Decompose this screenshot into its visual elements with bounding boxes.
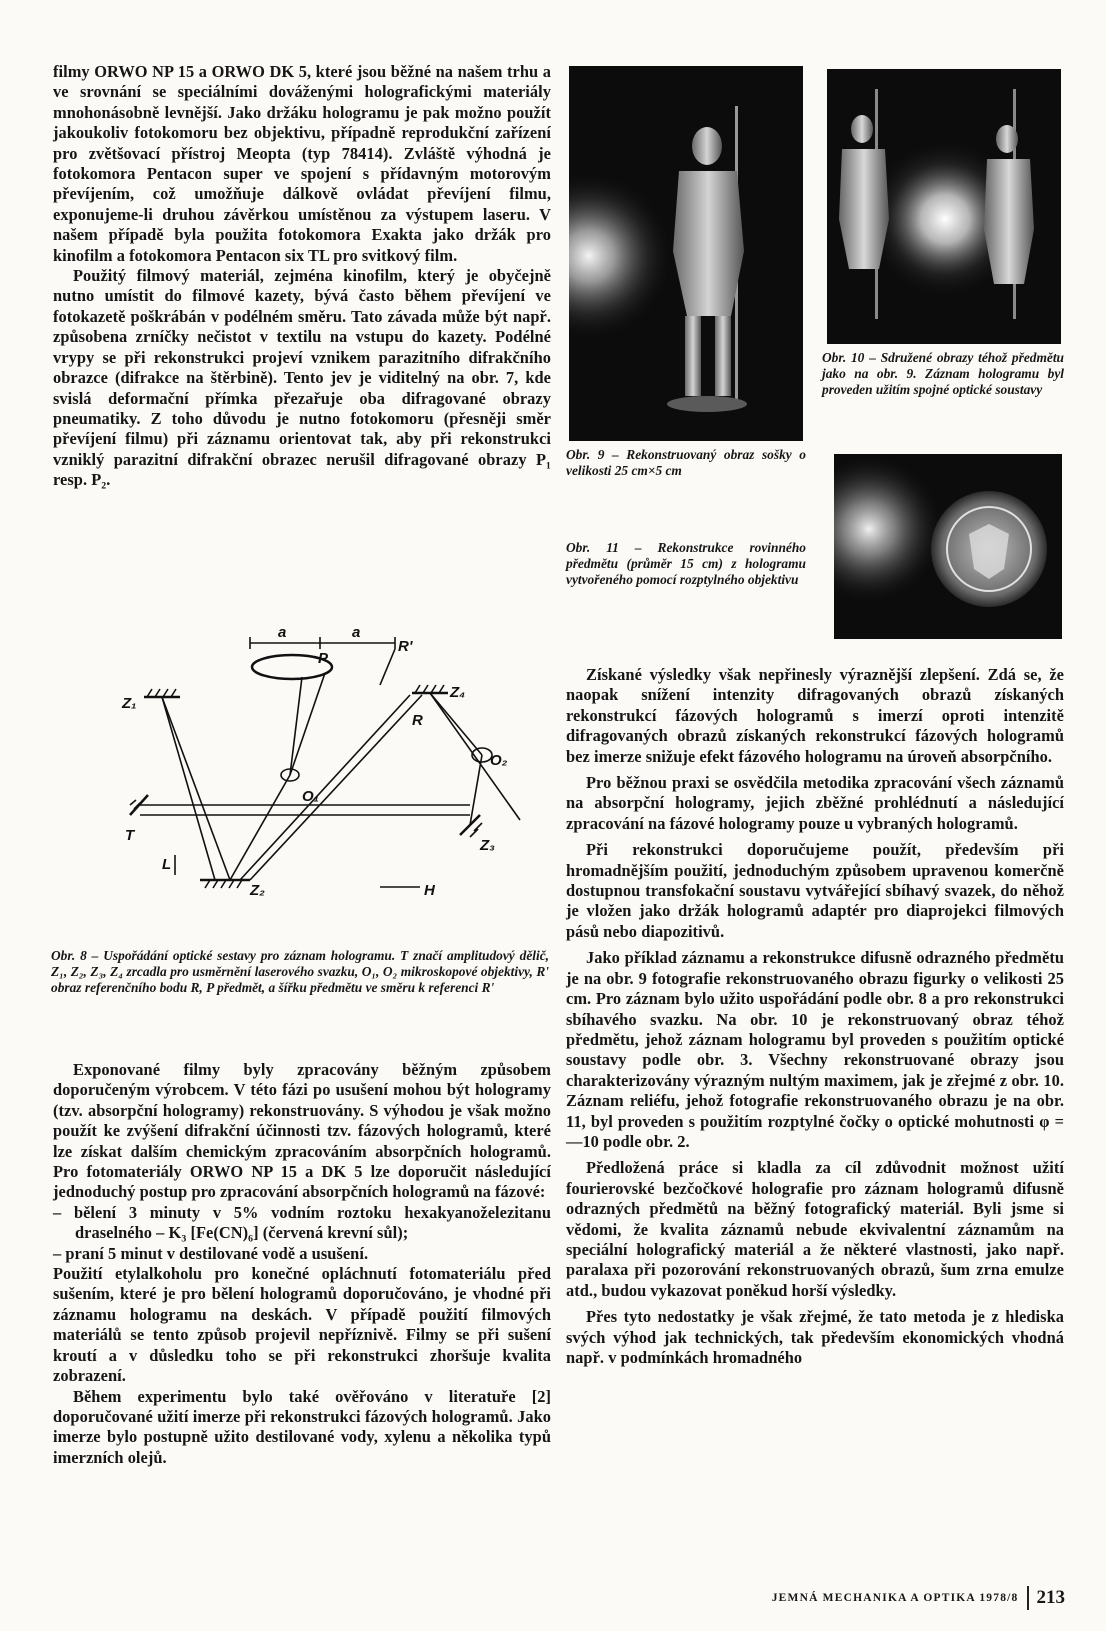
- list-item: – praní 5 minut v destilované vodě a usušení.: [53, 1243, 369, 1263]
- paragraph: Předložená práce si kladla za cíl zdůvodnit možnost užití fourierovské bezčočkové holografie pro záznam hologramů difusně odrazných předmětů na běžný fotografický materiál. Byli jsme si vědomi, že kvalita záznamů nebude ekvivalentní záznamům na speciální holografický materiál a že některé vlastnosti, jako např. paralaxa při pozorování rekonstruovaných obrazů, šum zrna emulze atd., budou vykazovat poněkud horší výsledky.: [566, 1158, 1064, 1300]
- right-column: [566, 665, 1064, 1368]
- list-item: – bělení 3 minuty v 5% vodním roztoku hexakyanoželezitanu draselného – K₃ [Fe(CN)₆] (červená krevní sůl);: [53, 1202, 551, 1243]
- label-r-prime: R': [398, 638, 413, 655]
- optical-setup-diagram: [50, 625, 550, 945]
- caption-text: Obr. 8 – Uspořádání optické sestavy pro záznam hologramu. T značí amplitudový dělič, Z₁, Z₂, Z₃, Z₄ zrcadla pro usměrnění laserového svazku, O₁, O₂ mikroskopové objektivy, R' obraz referenčního bodu R, P předmět, a šířku předmětu ve směru k referenci R': [51, 948, 549, 996]
- label-a-1: a: [278, 625, 287, 641]
- label-t: T: [125, 827, 135, 844]
- paragraph: Přes tyto nedostatky je však zřejmé, že tato metoda je z hlediska svých výhod jak technických, tak především ekonomických vhodná např. v podmínkách hromadného: [566, 1307, 1064, 1367]
- figure-8-caption: [51, 948, 549, 997]
- statue-reconstruction-image: [569, 66, 803, 441]
- footer-separator: [1027, 1586, 1029, 1610]
- left-column-bottom: [53, 1060, 551, 1468]
- figure-9-caption: [566, 447, 806, 479]
- label-z4: Z₄: [450, 684, 466, 701]
- paragraph: Získané výsledky však nepřinesly výraznější zlepšení. Zdá se, že naopak snížení intenzity difragovaných obrazů získaných rekonstrukcí fázových hologramů s imerzí oproti intenzitě difragovaných obrazů získaných rekonstrukcí fázových hologramů bez imerze snižuje efekt fázového hologramu na úroveň absorpčního.: [566, 665, 1064, 766]
- label-r: R: [412, 712, 423, 729]
- figure-10-photo: [827, 69, 1061, 344]
- planar-relief-reconstruction-image: [834, 454, 1062, 639]
- twin-images-reconstruction-image: [827, 69, 1061, 344]
- page-number: 213: [1036, 1587, 1065, 1608]
- caption-text: Obr. 9 – Rekonstruovaný obraz sošky o velikosti 25 cm×5 cm: [566, 447, 806, 479]
- paragraph: Použití etylalkoholu pro konečné opláchnutí fotomateriálu před sušením, které je pro bělení hologramů doporučováno, je vhodné při záznamu hologramu na deskách. V případě použití filmových materiálů se tento způsob projevil nepříznivě. Filmy se při sušení kroutí a v důsledku toho se při rekonstrukci zhoršuje kvalita zobrazení.: [53, 1264, 551, 1386]
- label-o2: O₂: [490, 752, 508, 769]
- figure-11-caption: [566, 540, 806, 589]
- label-z2: Z₂: [250, 882, 265, 899]
- label-o1: O₁: [302, 788, 319, 805]
- figure-11-photo: [834, 454, 1062, 639]
- paragraph: Pro běžnou praxi se osvědčila metodika zpracování všech záznamů na absorpční hologramy, jejich zběžné prohlédnutí a následující zpracování na fázové hologramy pouze u vybraných hologramů.: [566, 773, 1064, 833]
- label-z1: Z₁: [122, 695, 137, 712]
- label-h: H: [424, 882, 435, 899]
- label-p: P: [318, 650, 329, 667]
- caption-text: Obr. 10 – Sdružené obrazy téhož předmětu jako na obr. 9. Záznam hologramu byl proveden užitím spojné optické soustavy: [822, 350, 1064, 398]
- paragraph: filmy ORWO NP 15 a ORWO DK 5, které jsou běžné na našem trhu a ve srovnání se speciálními dováženými holografickými materiály mnohonásobně levnější. Jako držáku hologramu je pak možno použít jakoukoliv fotokomoru bez objektivu, případně reprodukční zařízení pro zvětšovací přístroj Meopta (typ 78414). Zvláště výhodná je fotokomora Pentacon super ve spojení s přídavným motorovým převíjením, což umožňuje dálkově ovládat převíjení filmu, exponujeme-li druhou závěrkou umístěnou za výstupem laseru. V našem případě byla použita fotokomora Exakta jako držák pro kinofilm a fotokomora Pentacon six TL pro svitkový film.: [53, 62, 551, 265]
- left-column-top: [53, 62, 551, 491]
- label-a-2: a: [352, 625, 361, 641]
- paragraph: Exponované filmy byly zpracovány běžným způsobem doporučeným výrobcem. V této fázi po usušení mohou být hologramy (tzv. absorpční hologramy) rekonstruovány. S výhodou je však možno použít ke zvýšení difrakční účinnosti tzv. fázových hologramů, které lze získat dalším chemickým zpracováním absorpčních hologramů. Pro fotomateriály ORWO NP 15 a DK 5 lze doporučit následující jednoduchý postup pro zpracování absorpčních hologramů na fázové:: [53, 1060, 551, 1202]
- figure-9-photo: [569, 66, 803, 441]
- journal-name: JEMNÁ MECHANIKA A OPTIKA 1978/8: [771, 1592, 1019, 1604]
- figure-8-diagram: [50, 625, 550, 945]
- paragraph: Použitý filmový materiál, zejména kinofilm, který je obyčejně nutno umístit do filmové kazety, bývá často během převíjení ve fotokazetě poškrábán v podélném směru. Tato závada může být např. způsobena zrníčky nečistot v textilu na vstupu do kazety. Podélné vrypy se při rekonstrukci projeví vznikem parazitního difrakčního obrazce (difrakce na štěrbině). Tento jev je viditelný na obr. 7, kde svislá deformační přímka přezařuje oba difragované obrazy pneumatiky. Z toho důvodu je nutno fotokomoru (přesněji směr převíjení filmu) při záznamu orientovat tak, aby při rekonstrukci vzniklý parazitní difrakční obrazec nerušil difragované obrazy P₁ resp. P₂.: [53, 266, 551, 490]
- paragraph: Jako příklad záznamu a rekonstrukce difusně odrazného předmětu je na obr. 9 fotografie rekonstruovaného obrazu figurky o velikosti 25 cm. Pro záznam bylo užito uspořádání podle obr. 8 a pro rekonstrukci sbíhavého svazku. Na obr. 10 je rekonstruovaný obraz téhož předmětu, jehož záznam hologramu byl proveden s použitím optické soustavy podle obr. 3. Všechny rekonstruované obrazy jsou charakterizovány výrazným nultým maximem, jak je zřejmé z obr. 10. Záznam reliéfu, jehož fotografie rekonstruovaného obrazu je na obr. 11, byl proveden s použitím rozptylné čočky o optické mohutnosti φ = —10 podle obr. 2.: [566, 948, 1064, 1151]
- caption-text: Obr. 11 – Rekonstrukce rovinného předmětu (průměr 15 cm) z hologramu vytvořeného pomocí rozptylného objektivu: [566, 540, 806, 588]
- page-footer: [745, 1585, 1065, 1611]
- label-z3: Z₃: [480, 837, 495, 854]
- paragraph: Během experimentu bylo také ověřováno v literatuře [2] doporučované užití imerze při rekonstrukci fázových hologramů. Jako imerze bylo postupně užito destilované vody, xylenu a několika typů imerzních olejů.: [53, 1386, 551, 1467]
- label-l: L: [162, 856, 172, 873]
- figure-10-caption: [822, 350, 1064, 399]
- paragraph: Při rekonstrukci doporučujeme použít, především při hromadnějším použití, jednoduchým způsobem upravenou komerčně dostupnou transfokační soustavu vytvářející sbíhavý svazek, do něhož je vložen jako držák hologramů adaptér pro diaprojekci filmových pásů nebo diapozitivů.: [566, 840, 1064, 941]
